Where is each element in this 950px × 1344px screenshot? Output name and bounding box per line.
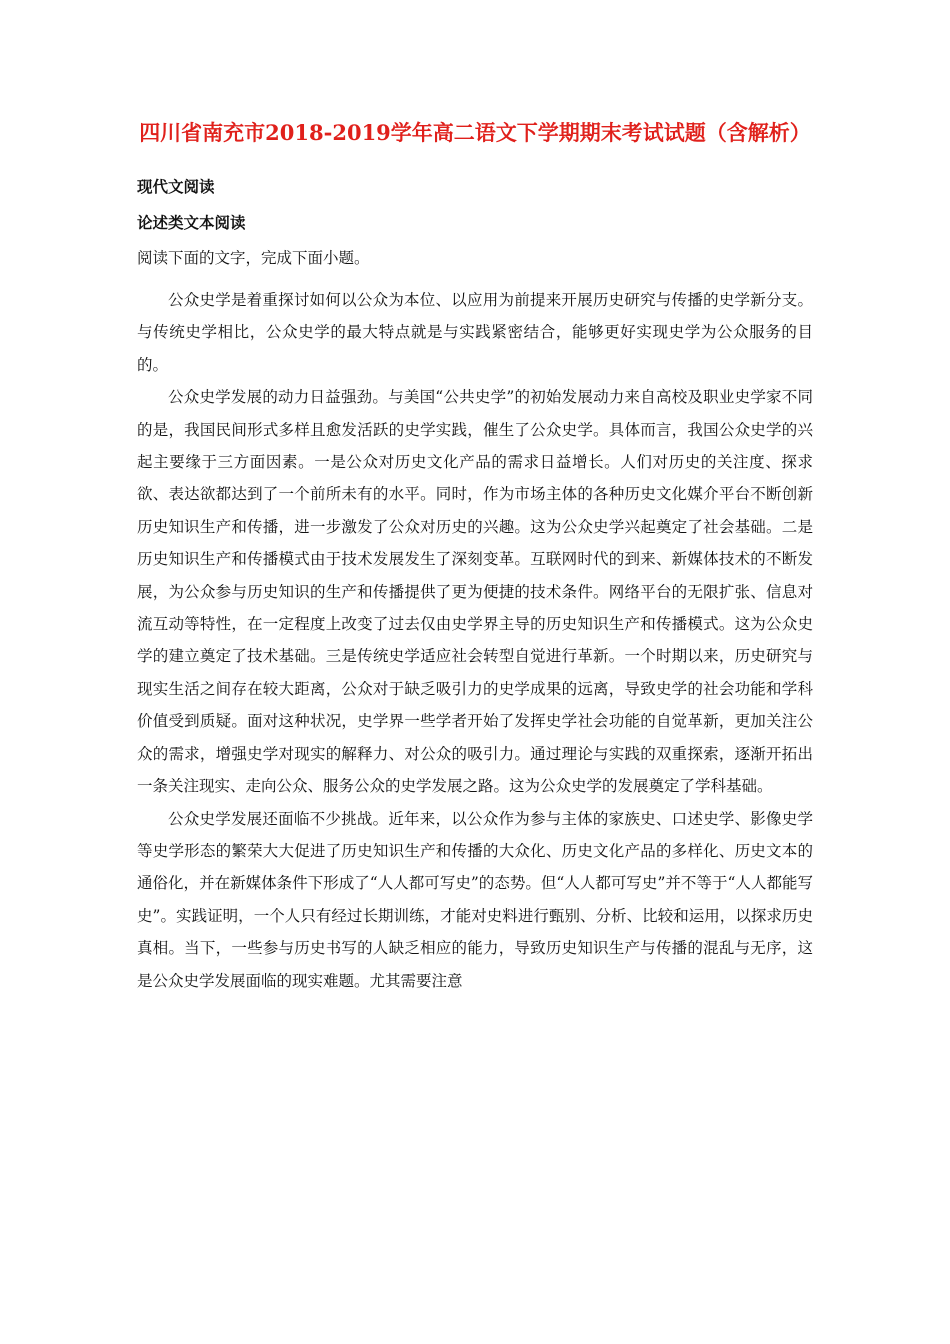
- document-title: 四川省南充市2018-2019学年高二语文下学期期末考试试题（含解析）: [139, 120, 811, 145]
- section-heading: 现代文阅读: [137, 177, 215, 196]
- paragraph-2: 公众史学发展的动力日益强劲。与美国“公共史学”的初始发展动力来自高校及职业史学家不同的是，我国民间形式多样且愈发活跃的史学实践，催生了公众史学。具体而言，我国公众史学的兴起主要缘于三方面因素。一是公众对历史文化产品的需求日益增长。人们对历史的关注度、探求欲、表达欲都达到了一个前所未有的水平。同时，作为市场主体的各种历史文化媒介平台不断创新历史知识生产和传播，进一步激发了公众对历史的兴趣。这为公众史学兴起奠定了社会基础。二是历史知识生产和传播模式由于技术发展发生了深刻变革。互联网时代的到来、新媒体技术的不断发展，为公众参与历史知识的生产和传播提供了更为便捷的技术条件。网络平台的无限扩张、信息对流互动等特性，在一定程度上改变了过去仅由史学界主导的历史知识生产和传播模式。这为公众史学的建立奠定了技术基础。三是传统史学适应社会转型自觉进行革新。一个时期以来，历史研究与现实生活之间存在较大距离，公众对于缺乏吸引力的史学成果的远离，导致史学的社会功能和学科价值受到质疑。面对这种状况，史学界一些学者开始了发挥史学社会功能的自觉革新，更加关注公众的需求，增强史学对现实的解释力、对公众的吸引力。通过理论与实践的双重探索，逐渐开拓出一条关注现实、走向公众、服务公众的史学发展之路。这为公众史学的发展奠定了学科基础。: [137, 388, 813, 796]
- paragraph-3: 公众史学发展还面临不少挑战。近年来，以公众作为参与主体的家族史、口述史学、影像史学等史学形态的繁荣大大促进了历史知识生产和传播的大众化、历史文化产品的多样化、历史文本的通俗化，并在新媒体条件下形成了“人人都可写史”的态势。但“人人都可写史”并不等于“人人都能写史”。实践证明，一个人只有经过长期训练，才能对史料进行甄别、分析、比较和运用，以探求历史真相。当下，一些参与历史书写的人缺乏相应的能力，导致历史知识生产与传播的混乱与无序，这是公众史学发展面临的现实难题。尤其需要注意: [137, 809, 813, 990]
- subsection-heading: 论述类文本阅读: [137, 213, 246, 232]
- article-body: [137, 284, 813, 997]
- reading-instruction: 阅读下面的文字，完成下面小题。: [137, 249, 370, 267]
- paragraph-1: 公众史学是着重探讨如何以公众为本位、以应用为前提来开展历史研究与传播的史学新分支。与传统史学相比，公众史学的最大特点就是与实践紧密结合，能够更好实现史学为公众服务的目的。: [137, 291, 813, 374]
